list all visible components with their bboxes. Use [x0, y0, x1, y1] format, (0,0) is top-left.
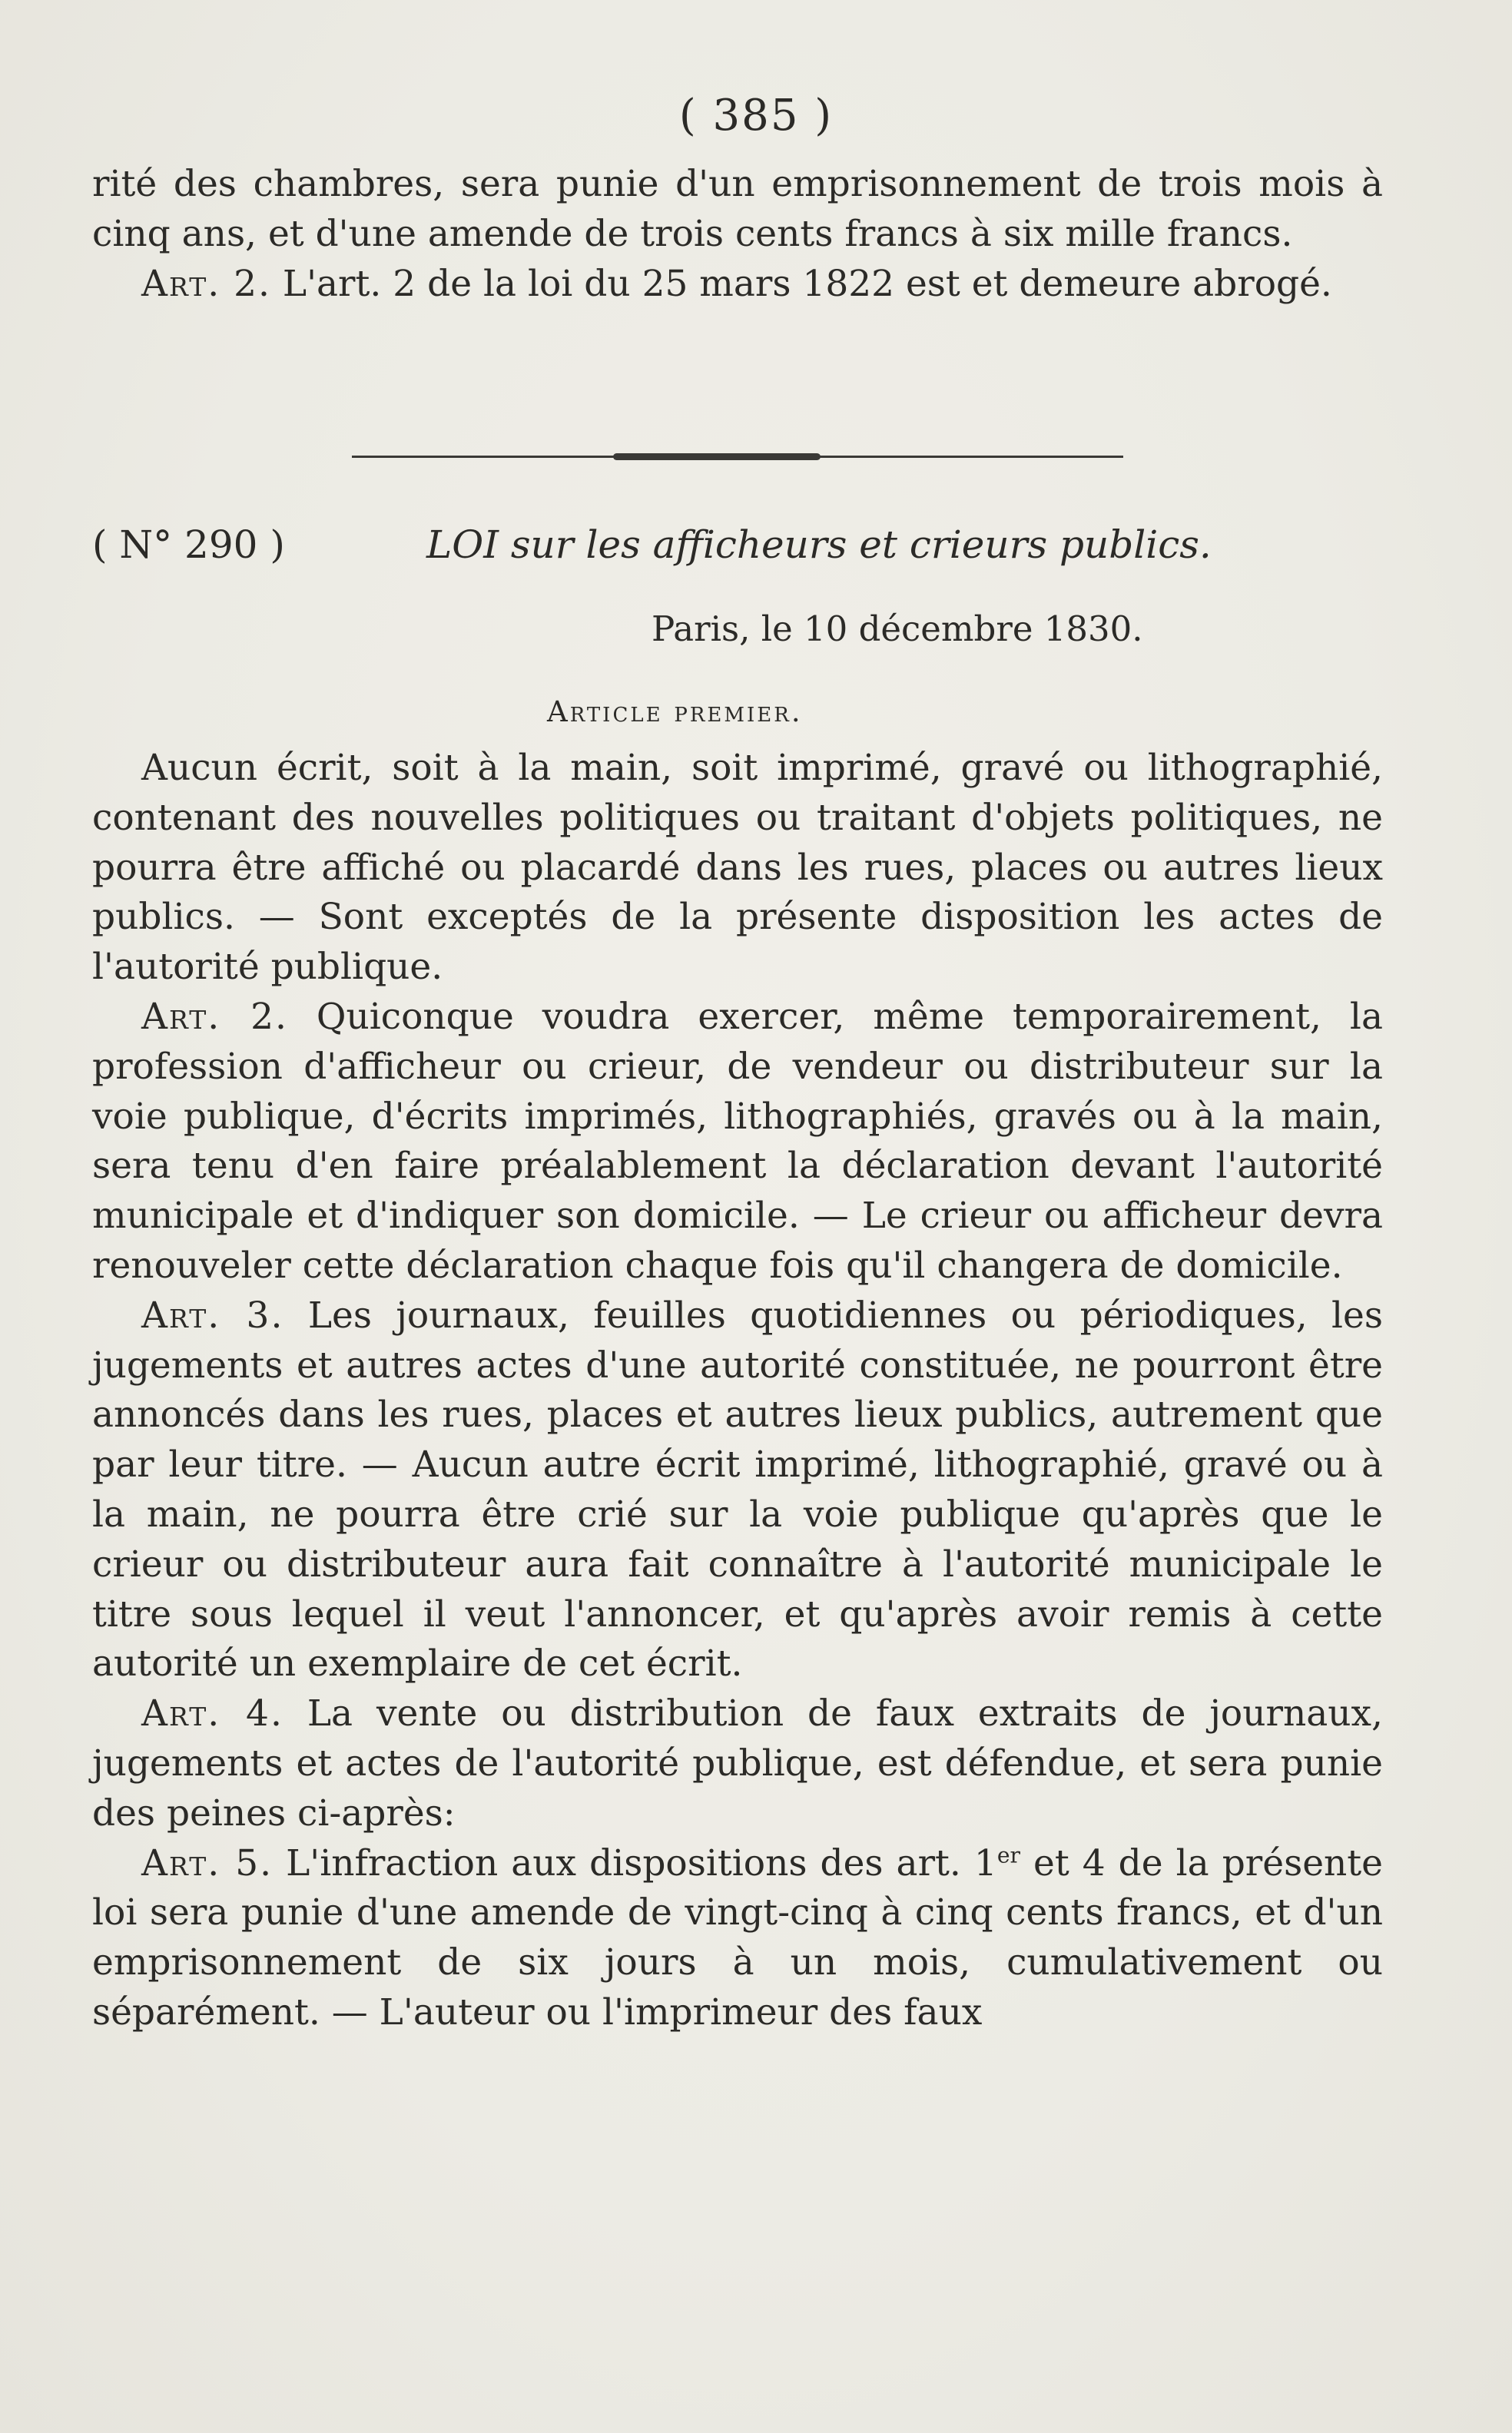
law-number: ( N° 290 )	[92, 522, 285, 567]
article-5-paragraph	[92, 1839, 1383, 2038]
article-label: Art. 2.	[141, 262, 271, 305]
article-3-paragraph	[92, 1291, 1383, 1689]
article-label: Art. 2.	[141, 995, 288, 1038]
article-1-paragraph	[92, 744, 1383, 993]
article-label: Art. 4.	[141, 1692, 284, 1735]
article-2-paragraph	[92, 993, 1383, 1291]
superscript: er	[996, 1841, 1020, 1868]
article-text-continued: et 4 de la présente loi sera punie d'une amende de vingt-cinq à cinq cents francs, et d'un emprisonnement de six jours à un mois, cumulativement ou séparément. — L'auteur ou l'imprimeur des faux	[92, 1841, 1383, 2034]
article-text: Les journaux, feuilles quotidiennes ou périodiques, les jugements et autres actes d'une autorité constituée, ne pourront être annoncés dans les rues, places et autres lieux publics, autrement que par leur titre. — Aucun autre écrit imprimé, lithographié, gravé ou à la main, ne pourra être crié sur la voie publique qu'après que le crieur ou distributeur aura fait connaître à l'autorité municipale le titre sous lequel il veut l'annoncer, et qu'après avoir remis à cette autorité un exemplaire de cet écrit.	[92, 1294, 1383, 1686]
article-text: La vente ou distribution de faux extraits de journaux, jugements et actes de l'autorité publique, est défendue, et sera punie des peines ci-après:	[92, 1692, 1383, 1835]
article-text: L'infraction aux dispositions des art. 1	[286, 1841, 997, 1884]
article-heading: Article premier.	[547, 695, 803, 728]
continuation-paragraph: rité des chambres, sera punie d'un emprisonnement de trois mois à cinq ans, et d'une amende de trois cents francs à six mille francs.	[92, 163, 1383, 255]
law-heading	[92, 522, 1414, 576]
article-text: Quiconque voudra exercer, même temporairement, la profession d'afficheur ou crieur, de vendeur ou distributeur sur la voie publique, d'écrits imprimés, lithographiés, gravés ou à la main, sera tenu d'en faire préalablement la déclaration devant l'autorité municipale et d'indiquer son domicile. — Le crieur ou afficheur devra renouveler cette déclaration chaque fois qu'il changera de domicile.	[92, 995, 1383, 1287]
article-text: L'art. 2 de la loi du 25 mars 1822 est et demeure abrogé.	[282, 262, 1332, 305]
article-2-previous	[92, 260, 1383, 310]
divider-ornament	[613, 453, 821, 460]
article-label: Art. 3.	[141, 1294, 284, 1337]
page-number: ( 385 )	[678, 91, 834, 141]
law-title: LOI sur les afficheurs et crieurs publics.	[426, 522, 1212, 567]
article-4-paragraph	[92, 1689, 1383, 1838]
article-label: Art. 5.	[141, 1841, 274, 1884]
place-date: Paris, le 10 décembre 1830.	[652, 608, 1143, 649]
articles-block	[92, 744, 1383, 2038]
continuation-block	[92, 160, 1383, 309]
article-text: Aucun écrit, soit à la main, soit imprimé, gravé ou lithographié, contenant des nouvelles politiques ou traitant d'objets politiques, ne pourra être affiché ou placardé dans les rues, places ou autres lieux publics. — Sont exceptés de la présente disposition les actes de l'autorité publique.	[92, 747, 1383, 989]
section-divider	[352, 452, 1123, 462]
